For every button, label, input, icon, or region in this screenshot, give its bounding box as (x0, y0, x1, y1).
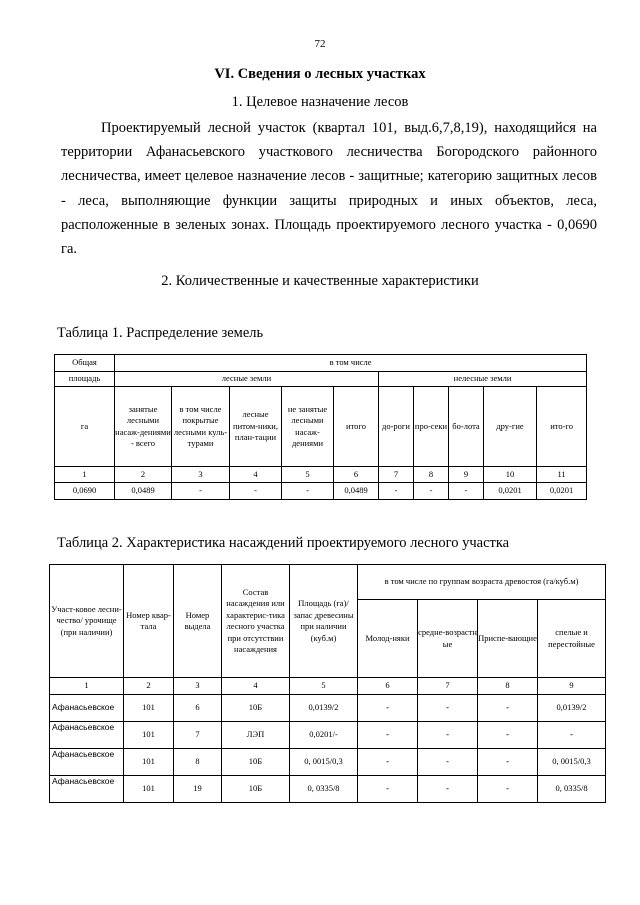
t1-cell: - (172, 483, 230, 500)
t1-head-nonforest: нелесные земли (379, 372, 587, 387)
t1-num: 3 (172, 467, 230, 483)
table2-caption: Таблица 2. Характеристика насаждений проектируемого лесного участка (57, 535, 510, 551)
t2-cell: - (418, 695, 478, 722)
t2-cell: 0, 0335/8 (538, 776, 606, 803)
subtitle-purpose: 1. Целевое назначение лесов (231, 94, 409, 110)
t2-head-1: Участ-ковое лесни-чество/ урочище (при наличии) (50, 565, 124, 678)
t1-head-col6: итого (334, 387, 379, 467)
stands-table (49, 564, 606, 803)
t2-cell: - (478, 749, 538, 776)
t2-cell: 8 (174, 749, 222, 776)
t2-cell: - (418, 749, 478, 776)
t2-cell: - (358, 695, 418, 722)
t1-head-col3: в том числе покрытые лесными куль-турами (172, 387, 230, 467)
t1-num: 1 (55, 467, 115, 483)
t1-cell: 0,0489 (334, 483, 379, 500)
subtitle-characteristics: 2. Количественные и качественные характеристики (161, 273, 479, 289)
t2-cell: 10Б (222, 695, 290, 722)
t2-cell: - (418, 722, 478, 749)
t1-head-incl: в том числе (115, 355, 587, 372)
t2-num: 4 (222, 678, 290, 695)
t1-cell: - (379, 483, 414, 500)
land-distribution-table (54, 354, 587, 500)
t2-cell: 6 (174, 695, 222, 722)
t2-cell: - (478, 776, 538, 803)
t1-head-total-3: га (55, 387, 115, 467)
t2-cell: - (418, 776, 478, 803)
t2-head-4: Состав насаждения или характерис-тика лесного участка при отсутствии насаждения (222, 565, 290, 678)
page-number: 72 (314, 38, 326, 50)
t1-head-col7: до-роги (379, 387, 414, 467)
t2-num: 2 (124, 678, 174, 695)
t1-head-col9: бо-лота (449, 387, 484, 467)
t2-head-8: Приспе-вающие (478, 600, 538, 678)
t1-head-col5: не занятые лесными насаж-дениями (282, 387, 334, 467)
t1-num: 2 (115, 467, 172, 483)
t1-num: 9 (449, 467, 484, 483)
t2-num: 9 (538, 678, 606, 695)
t1-num: 4 (230, 467, 282, 483)
t2-cell: - (358, 722, 418, 749)
t2-cell: 0, 0015/0,3 (538, 749, 606, 776)
section-title: VI. Сведения о лесных участках (214, 66, 426, 82)
t1-head-total-1: Общая (55, 355, 115, 372)
t2-cell: - (478, 722, 538, 749)
t2-head-6: Молод-няки (358, 600, 418, 678)
t1-cell: - (449, 483, 484, 500)
body-paragraph (61, 116, 597, 261)
t1-num: 8 (414, 467, 449, 483)
t2-cell: 101 (124, 776, 174, 803)
t2-head-2: Номер квар-тала (124, 565, 174, 678)
t2-cell: 0, 0335/8 (290, 776, 358, 803)
t2-forestry: Афанасьевское (50, 722, 124, 749)
t2-cell: - (358, 776, 418, 803)
t2-cell: 101 (124, 695, 174, 722)
t2-head-3: Номер выдела (174, 565, 222, 678)
t2-cell: 101 (124, 722, 174, 749)
t1-cell: 0,0489 (115, 483, 172, 500)
t2-head-group: в том числе по группам возраста древостоя (га/куб.м) (358, 565, 606, 600)
t1-head-forest: лесные земли (115, 372, 379, 387)
t2-cell: 19 (174, 776, 222, 803)
t1-num: 7 (379, 467, 414, 483)
t1-head-col2: занятые лесными насаж-дениями - всего (115, 387, 172, 467)
t2-head-9: спелые и перестойные (538, 600, 606, 678)
t1-cell: - (414, 483, 449, 500)
t1-head-col4: лесные питом-ники, план-тации (230, 387, 282, 467)
t1-cell: - (282, 483, 334, 500)
t2-num: 7 (418, 678, 478, 695)
t1-head-col10: дру-гие (484, 387, 537, 467)
t2-cell: 0, 0015/0,3 (290, 749, 358, 776)
t2-num: 8 (478, 678, 538, 695)
t2-head-7: средне-возрастн ые (418, 600, 478, 678)
t2-head-5: Площадь (га)/запас древесины при наличии (куб.м) (290, 565, 358, 678)
t1-head-col11: ито-го (537, 387, 587, 467)
t1-head-col8: про-секи (414, 387, 449, 467)
t1-cell: 0,0201 (484, 483, 537, 500)
t2-cell: - (358, 749, 418, 776)
t2-num: 1 (50, 678, 124, 695)
t2-cell: 0,0139/2 (538, 695, 606, 722)
t2-num: 3 (174, 678, 222, 695)
t2-forestry: Афанасьевское (50, 695, 124, 722)
t1-num: 6 (334, 467, 379, 483)
t1-num: 10 (484, 467, 537, 483)
paragraph-text: Проектируемый лесной участок (квартал 101, выд.6,7,8,19), находящийся на территории Афанасьевского участкового лесничества Богородского районного лесничества, имеет целевое назначение лесов - защитные; категорию защитных лесов - леса, выполняющие функции защиты природных и иных объектов, леса, расположенные в зеленых зонах. Площадь проектируемого лесного участка - 0,0690 га. (61, 120, 597, 258)
t2-cell: 0,0201/- (290, 722, 358, 749)
t2-cell: ЛЭП (222, 722, 290, 749)
t2-num: 5 (290, 678, 358, 695)
t2-num: 6 (358, 678, 418, 695)
t2-cell: 101 (124, 749, 174, 776)
t1-head-total-2: площадь (55, 372, 115, 387)
t1-cell: - (230, 483, 282, 500)
t2-cell: - (478, 695, 538, 722)
table1-caption: Таблица 1. Распределение земель (57, 325, 264, 341)
t2-cell: 7 (174, 722, 222, 749)
t2-cell: 10Б (222, 776, 290, 803)
t1-num: 11 (537, 467, 587, 483)
t2-cell: 10Б (222, 749, 290, 776)
t1-num: 5 (282, 467, 334, 483)
t2-cell: 0,0139/2 (290, 695, 358, 722)
t2-cell: - (538, 722, 606, 749)
t2-forestry: Афанасьевское (50, 776, 124, 803)
t2-forestry: Афанасьевское (50, 749, 124, 776)
t1-cell: 0,0201 (537, 483, 587, 500)
t1-cell: 0,0690 (55, 483, 115, 500)
